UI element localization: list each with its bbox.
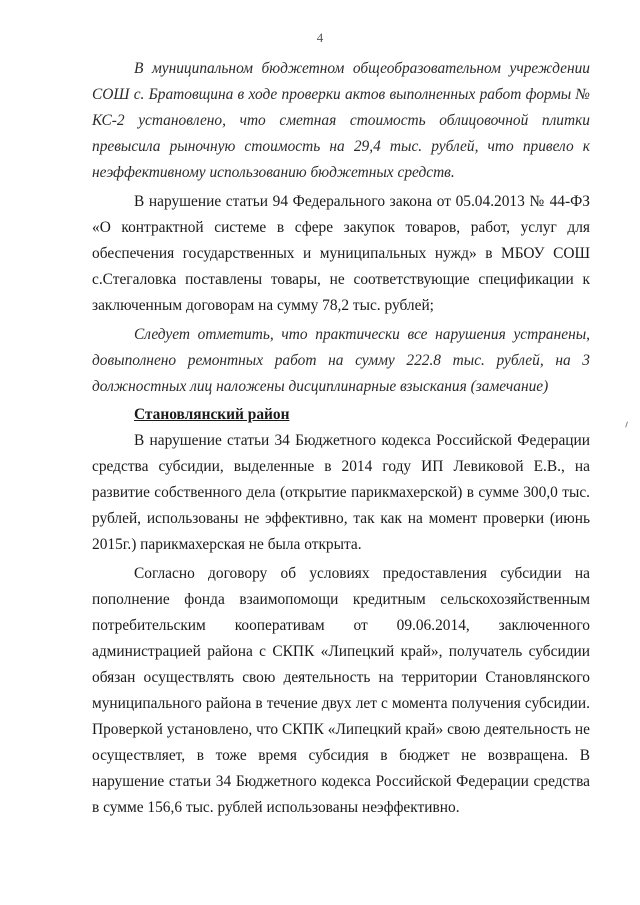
- scan-artifact: [625, 422, 631, 429]
- paragraph-stegalovka: В нарушение статьи 94 Федерального закона от 05.04.2013 № 44-ФЗ «О контрактной системе в сфере закупок товаров, работ, услуг для обеспечения государственных и муниципальных нужд» в МБОУ СОШ с.Стегаловка поставлены товары, не соответствующие спецификации к заключенным договорам на сумму 78,2 тыс. рублей;: [92, 193, 590, 314]
- paragraph-levikova-subsidy: В нарушение статьи 34 Бюджетного кодекса Российской Федерации средства субсидии, выделенные в 2014 году ИП Левиковой Е.В., на развитие собственного дела (открытие парикмахерской) в сумме 300,0 тыс. рублей, использованы не эффективно, так как на момент проверки (июнь 2015г.) парикмахерская не была открыта.: [92, 432, 590, 553]
- document-body: [92, 56, 590, 821]
- paragraph-skpk-subsidy: Согласно договору об условиях предоставления субсидии на пополнение фонда взаимопомощи кредитным сельскохозяйственным потребительским кооперативам от 09.06.2014, заключенного администрацией района с СКПК «Липецкий край», получатель субсидии обязан осуществлять свою деятельность на территории Становлянского муниципального района в течение двух лет с момента получения субсидии. Проверкой установлено, что СКПК «Липецкий край» свою деятельность не осуществляет, в тоже время субсидия в бюджет не возвращена. В нарушение статьи 34 Бюджетного кодекса Российской Федерации средства в сумме 156,6 тыс. рублей использованы неэффективно.: [92, 565, 590, 816]
- section-heading: Становлянский район: [134, 406, 290, 423]
- paragraph-bratovshchina: В муниципальном бюджетном общеобразовательном учреждении СОШ с. Братовщина в ходе проверки актов выполненных работ формы № КС-2 установлено, что сметная стоимость облицовочной плитки превысила рыночную стоимость на 29,4 тыс. рублей, что привело к неэффективному использованию бюджетных средств.: [92, 60, 590, 181]
- paragraph-violations-fixed: Следует отметить, что практически все нарушения устранены, довыполнено ремонтных работ на сумму 222.8 тыс. рублей, на 3 должностных лиц наложены дисциплинарные взыскания (замечание): [92, 326, 590, 395]
- page-number: 4: [316, 30, 324, 45]
